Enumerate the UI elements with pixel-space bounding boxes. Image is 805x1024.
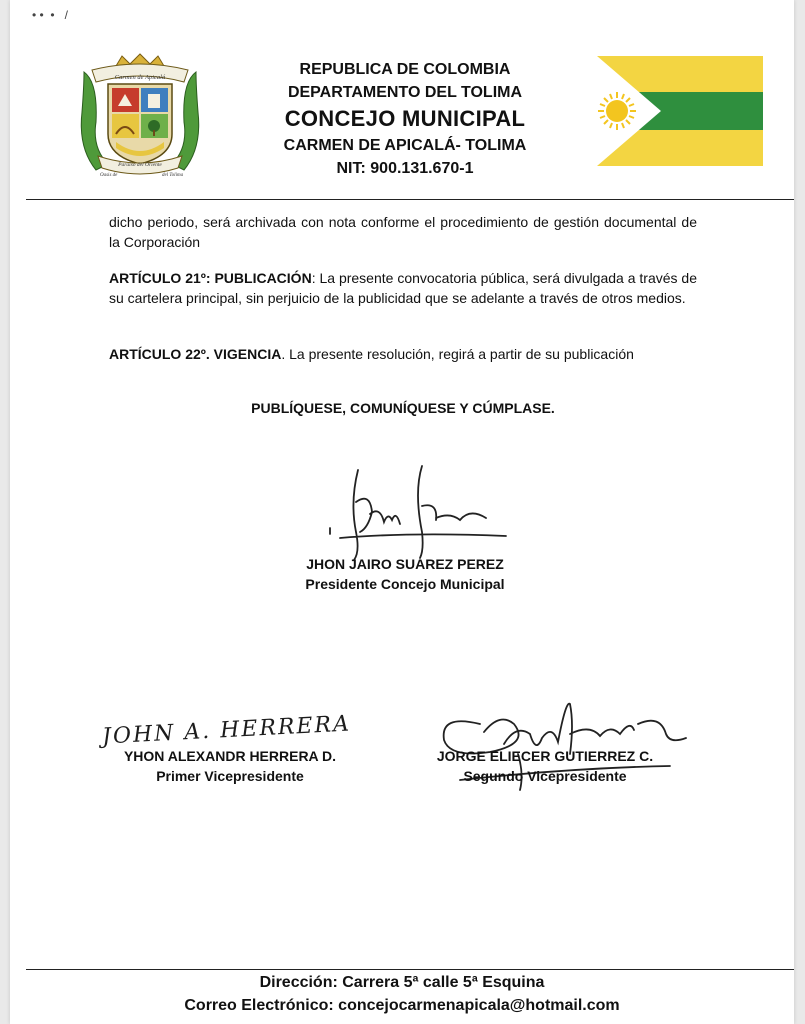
scan-marks: • • • /	[32, 8, 68, 22]
article-22-text: . La presente resolución, regirá a partir de su publicación	[281, 346, 634, 362]
svg-text:Paraíso del Oriente: Paraíso del Oriente	[118, 162, 162, 168]
second-vp-name: JORGE ELIECER GUTIERREZ C.	[436, 748, 654, 764]
paragraph-continuation: dicho periodo, será archivada con nota conforme el procedimiento de gestión documental de la Corporación	[109, 214, 697, 250]
closing-formula: PUBLÍQUESE, COMUNÍQUESE Y CÚMPLASE.	[251, 400, 555, 416]
first-vp-name: YHON ALEXANDR HERRERA D.	[123, 748, 337, 764]
municipal-flag-icon	[597, 56, 763, 166]
footer-email: Correo Electrónico: concejocarmenapicala@hotmail.com	[184, 997, 620, 1014]
header-line-municipality: CARMEN DE APICALÁ- TOLIMA	[283, 137, 527, 154]
footer-address: Dirección: Carrera 5ª calle 5ª Esquina	[259, 974, 545, 991]
president-name: JHON JAIRO SUAREZ PEREZ	[306, 556, 504, 572]
svg-text:Carmen de Apicalá: Carmen de Apicalá	[114, 74, 166, 81]
header-line-institution: CONCEJO MUNICIPAL	[284, 106, 526, 131]
header-line-nit: NIT: 900.131.670-1	[336, 160, 474, 177]
president-title: Presidente Concejo Municipal	[305, 576, 505, 592]
article-21-text: : La presente convocatoria pública, será divulgada a través de su cartelera principal, sin perjuicio de la publicidad que se adelante a través de otros medios.	[109, 270, 697, 306]
footer-divider	[26, 969, 794, 970]
first-vp-handwritten-name: JOHN A. HERRERA	[101, 711, 352, 750]
svg-text:Oasis de: Oasis de	[100, 173, 118, 178]
first-vp-title: Primer Vicepresidente	[156, 768, 304, 784]
letterhead-title	[260, 58, 550, 180]
municipal-seal-icon	[78, 52, 202, 180]
header-divider	[26, 199, 794, 200]
svg-text:del Tolima: del Tolima	[162, 173, 184, 178]
president-signature	[310, 462, 510, 562]
article-22-label: ARTÍCULO 22º. VIGENCIA	[109, 346, 282, 362]
document-page	[10, 0, 794, 1024]
article-21	[109, 268, 697, 308]
article-21-label: ARTÍCULO 21º: PUBLICACIÓN	[109, 270, 312, 286]
article-22	[109, 344, 697, 364]
header-line-country: REPUBLICA DE COLOMBIA	[299, 61, 511, 78]
second-vp-title: Segundo Vicepresidente	[463, 768, 627, 784]
header-line-department: DEPARTAMENTO DEL TOLIMA	[287, 84, 523, 101]
